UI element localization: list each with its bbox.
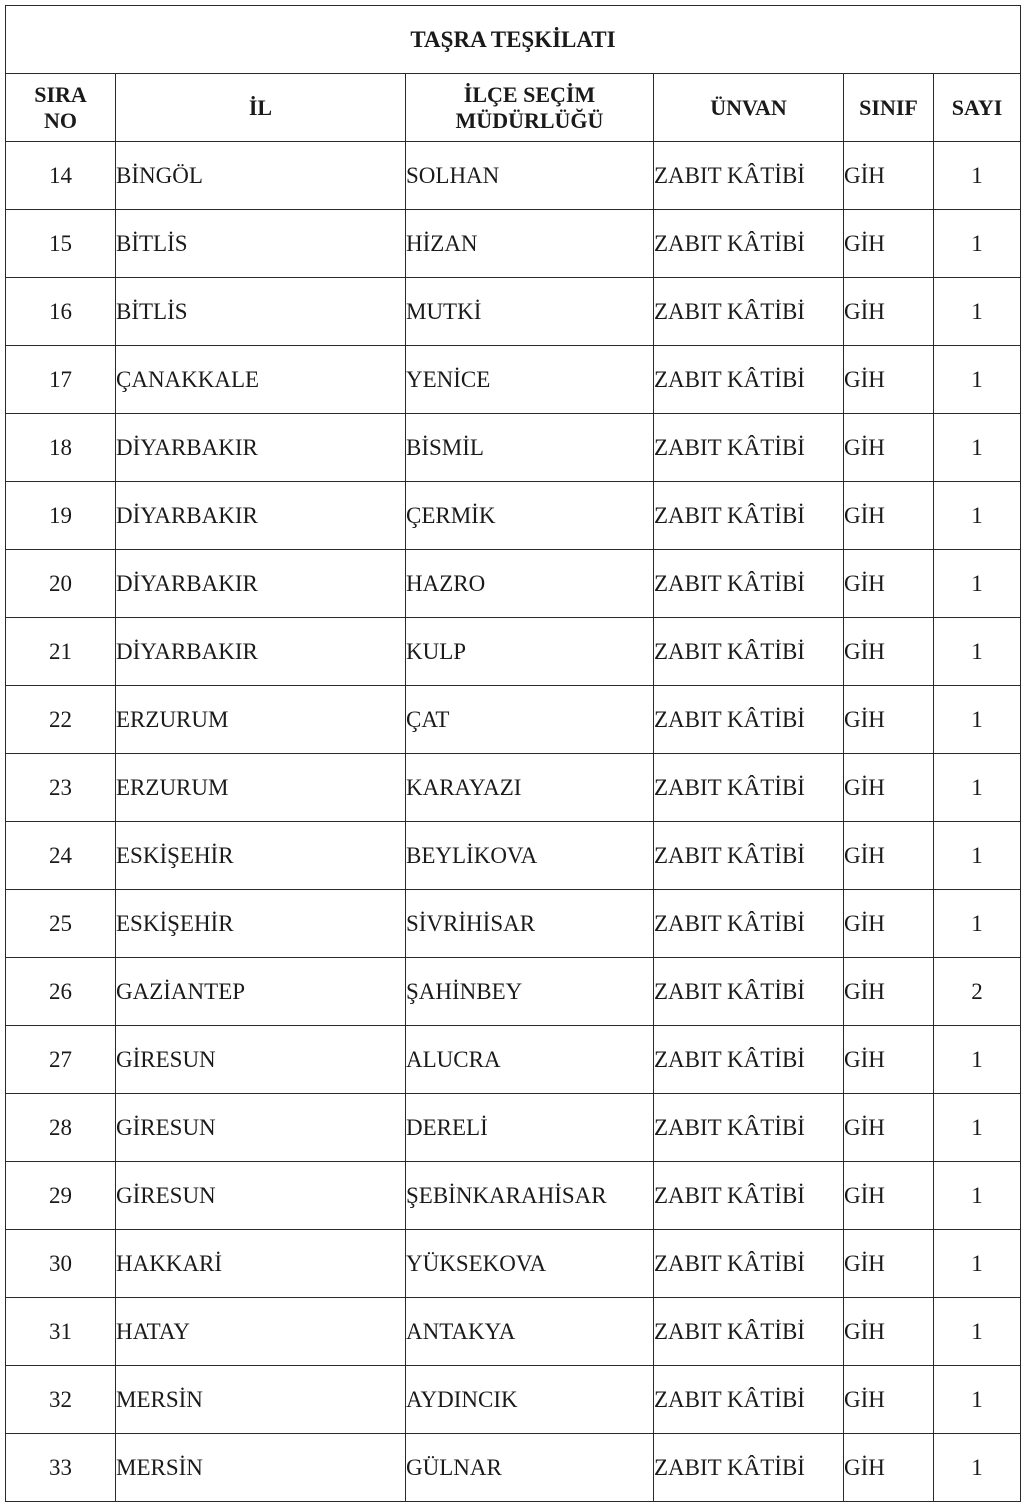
cell-sayi: 1 [934, 482, 1021, 550]
cell-unvan: ZABIT KÂTİBİ [654, 1230, 844, 1298]
cell-sira-no: 28 [6, 1094, 116, 1162]
cell-il: DİYARBAKIR [116, 618, 406, 686]
cell-sira-no: 19 [6, 482, 116, 550]
table-row [6, 1230, 1021, 1298]
table-row [6, 822, 1021, 890]
cell-ilce: KARAYAZI [406, 754, 654, 822]
col-header-sira-no [6, 74, 116, 142]
cell-sira-no: 30 [6, 1230, 116, 1298]
cell-sira-no: 26 [6, 958, 116, 1026]
cell-unvan: ZABIT KÂTİBİ [654, 210, 844, 278]
cell-sayi: 2 [934, 958, 1021, 1026]
cell-il: GAZİANTEP [116, 958, 406, 1026]
cell-sira-no: 17 [6, 346, 116, 414]
cell-sinif: GİH [844, 1094, 934, 1162]
cell-sira-no: 31 [6, 1298, 116, 1366]
cell-sayi: 1 [934, 1026, 1021, 1094]
cell-sira-no: 22 [6, 686, 116, 754]
cell-sayi: 1 [934, 1162, 1021, 1230]
table-row [6, 550, 1021, 618]
cell-ilce: DERELİ [406, 1094, 654, 1162]
cell-sinif: GİH [844, 414, 934, 482]
cell-unvan: ZABIT KÂTİBİ [654, 482, 844, 550]
table-row [6, 1298, 1021, 1366]
cell-sira-no: 24 [6, 822, 116, 890]
cell-sinif: GİH [844, 1434, 934, 1502]
table-row [6, 1026, 1021, 1094]
cell-sayi: 1 [934, 142, 1021, 210]
cell-unvan: ZABIT KÂTİBİ [654, 550, 844, 618]
cell-il: GİRESUN [116, 1094, 406, 1162]
cell-sayi: 1 [934, 1434, 1021, 1502]
cell-unvan: ZABIT KÂTİBİ [654, 1094, 844, 1162]
cell-sinif: GİH [844, 958, 934, 1026]
col-header-ilce [406, 74, 654, 142]
cell-sayi: 1 [934, 822, 1021, 890]
cell-sinif: GİH [844, 1162, 934, 1230]
cell-sayi: 1 [934, 1366, 1021, 1434]
cell-sayi: 1 [934, 278, 1021, 346]
cell-sinif: GİH [844, 890, 934, 958]
col-header-ilce-line2: MÜDÜRLÜĞÜ [455, 107, 604, 133]
cell-sira-no: 18 [6, 414, 116, 482]
cell-unvan: ZABIT KÂTİBİ [654, 1162, 844, 1230]
cell-sira-no: 25 [6, 890, 116, 958]
table-row [6, 142, 1021, 210]
cell-unvan: ZABIT KÂTİBİ [654, 278, 844, 346]
cell-ilce: YÜKSEKOVA [406, 1230, 654, 1298]
cell-sira-no: 14 [6, 142, 116, 210]
tasra-teskilati-table [5, 5, 1021, 1502]
cell-ilce: SİVRİHİSAR [406, 890, 654, 958]
col-header-sira-line1: SIRA [34, 81, 87, 107]
col-header-ilce-line1: İLÇE SEÇİM [463, 81, 596, 107]
cell-il: ERZURUM [116, 754, 406, 822]
table-row [6, 1434, 1021, 1502]
cell-sayi: 1 [934, 618, 1021, 686]
table-row [6, 278, 1021, 346]
table-row [6, 482, 1021, 550]
cell-sinif: GİH [844, 618, 934, 686]
table-row [6, 1162, 1021, 1230]
col-header-sira-line2: NO [44, 107, 77, 133]
table-row [6, 958, 1021, 1026]
cell-ilce: BEYLİKOVA [406, 822, 654, 890]
cell-sinif: GİH [844, 142, 934, 210]
table-row [6, 414, 1021, 482]
cell-sinif: GİH [844, 686, 934, 754]
cell-sinif: GİH [844, 278, 934, 346]
cell-sira-no: 23 [6, 754, 116, 822]
header-row [6, 74, 1021, 142]
cell-sayi: 1 [934, 754, 1021, 822]
cell-il: DİYARBAKIR [116, 414, 406, 482]
cell-unvan: ZABIT KÂTİBİ [654, 958, 844, 1026]
cell-sinif: GİH [844, 346, 934, 414]
cell-sinif: GİH [844, 822, 934, 890]
cell-sayi: 1 [934, 1094, 1021, 1162]
table-row [6, 686, 1021, 754]
cell-ilce: ÇERMİK [406, 482, 654, 550]
cell-sinif: GİH [844, 482, 934, 550]
cell-ilce: YENİCE [406, 346, 654, 414]
cell-il: ESKİŞEHİR [116, 890, 406, 958]
cell-il: DİYARBAKIR [116, 482, 406, 550]
cell-ilce: ANTAKYA [406, 1298, 654, 1366]
cell-sinif: GİH [844, 550, 934, 618]
table-row [6, 754, 1021, 822]
cell-il: BİTLİS [116, 210, 406, 278]
cell-sira-no: 20 [6, 550, 116, 618]
table-title: TAŞRA TEŞKİLATI [6, 6, 1021, 74]
cell-ilce: BİSMİL [406, 414, 654, 482]
cell-sira-no: 21 [6, 618, 116, 686]
cell-ilce: KULP [406, 618, 654, 686]
cell-sayi: 1 [934, 1230, 1021, 1298]
cell-unvan: ZABIT KÂTİBİ [654, 414, 844, 482]
table-row [6, 1094, 1021, 1162]
table-row [6, 890, 1021, 958]
cell-sira-no: 29 [6, 1162, 116, 1230]
cell-il: DİYARBAKIR [116, 550, 406, 618]
cell-sira-no: 16 [6, 278, 116, 346]
cell-unvan: ZABIT KÂTİBİ [654, 1366, 844, 1434]
table-row [6, 618, 1021, 686]
cell-ilce: ÇAT [406, 686, 654, 754]
cell-sira-no: 27 [6, 1026, 116, 1094]
cell-sinif: GİH [844, 1298, 934, 1366]
cell-sinif: GİH [844, 210, 934, 278]
cell-il: ESKİŞEHİR [116, 822, 406, 890]
cell-unvan: ZABIT KÂTİBİ [654, 686, 844, 754]
cell-sinif: GİH [844, 1230, 934, 1298]
table-body [6, 142, 1021, 1502]
cell-il: GİRESUN [116, 1162, 406, 1230]
cell-unvan: ZABIT KÂTİBİ [654, 754, 844, 822]
cell-ilce: MUTKİ [406, 278, 654, 346]
cell-sayi: 1 [934, 346, 1021, 414]
cell-unvan: ZABIT KÂTİBİ [654, 1026, 844, 1094]
cell-unvan: ZABIT KÂTİBİ [654, 890, 844, 958]
cell-il: HATAY [116, 1298, 406, 1366]
cell-il: MERSİN [116, 1366, 406, 1434]
cell-ilce: ŞAHİNBEY [406, 958, 654, 1026]
cell-sira-no: 15 [6, 210, 116, 278]
cell-sayi: 1 [934, 210, 1021, 278]
cell-il: ERZURUM [116, 686, 406, 754]
cell-il: ÇANAKKALE [116, 346, 406, 414]
cell-sayi: 1 [934, 414, 1021, 482]
cell-sinif: GİH [844, 1026, 934, 1094]
cell-sayi: 1 [934, 686, 1021, 754]
col-header-sinif: SINIF [844, 74, 934, 142]
cell-unvan: ZABIT KÂTİBİ [654, 346, 844, 414]
cell-ilce: ALUCRA [406, 1026, 654, 1094]
cell-ilce: SOLHAN [406, 142, 654, 210]
cell-ilce: GÜLNAR [406, 1434, 654, 1502]
cell-unvan: ZABIT KÂTİBİ [654, 1298, 844, 1366]
cell-sinif: GİH [844, 754, 934, 822]
cell-ilce: ŞEBİNKARAHİSAR [406, 1162, 654, 1230]
cell-sira-no: 32 [6, 1366, 116, 1434]
cell-il: BİNGÖL [116, 142, 406, 210]
cell-ilce: HİZAN [406, 210, 654, 278]
cell-sayi: 1 [934, 890, 1021, 958]
table-row [6, 210, 1021, 278]
cell-unvan: ZABIT KÂTİBİ [654, 142, 844, 210]
cell-il: GİRESUN [116, 1026, 406, 1094]
cell-il: MERSİN [116, 1434, 406, 1502]
table-row [6, 346, 1021, 414]
cell-sinif: GİH [844, 1366, 934, 1434]
cell-il: HAKKARİ [116, 1230, 406, 1298]
cell-ilce: AYDINCIK [406, 1366, 654, 1434]
table-row [6, 1366, 1021, 1434]
cell-ilce: HAZRO [406, 550, 654, 618]
cell-il: BİTLİS [116, 278, 406, 346]
cell-sayi: 1 [934, 1298, 1021, 1366]
col-header-unvan: ÜNVAN [654, 74, 844, 142]
cell-sayi: 1 [934, 550, 1021, 618]
cell-unvan: ZABIT KÂTİBİ [654, 822, 844, 890]
cell-unvan: ZABIT KÂTİBİ [654, 1434, 844, 1502]
col-header-sayi: SAYI [934, 74, 1021, 142]
cell-unvan: ZABIT KÂTİBİ [654, 618, 844, 686]
col-header-il: İL [116, 74, 406, 142]
cell-sira-no: 33 [6, 1434, 116, 1502]
